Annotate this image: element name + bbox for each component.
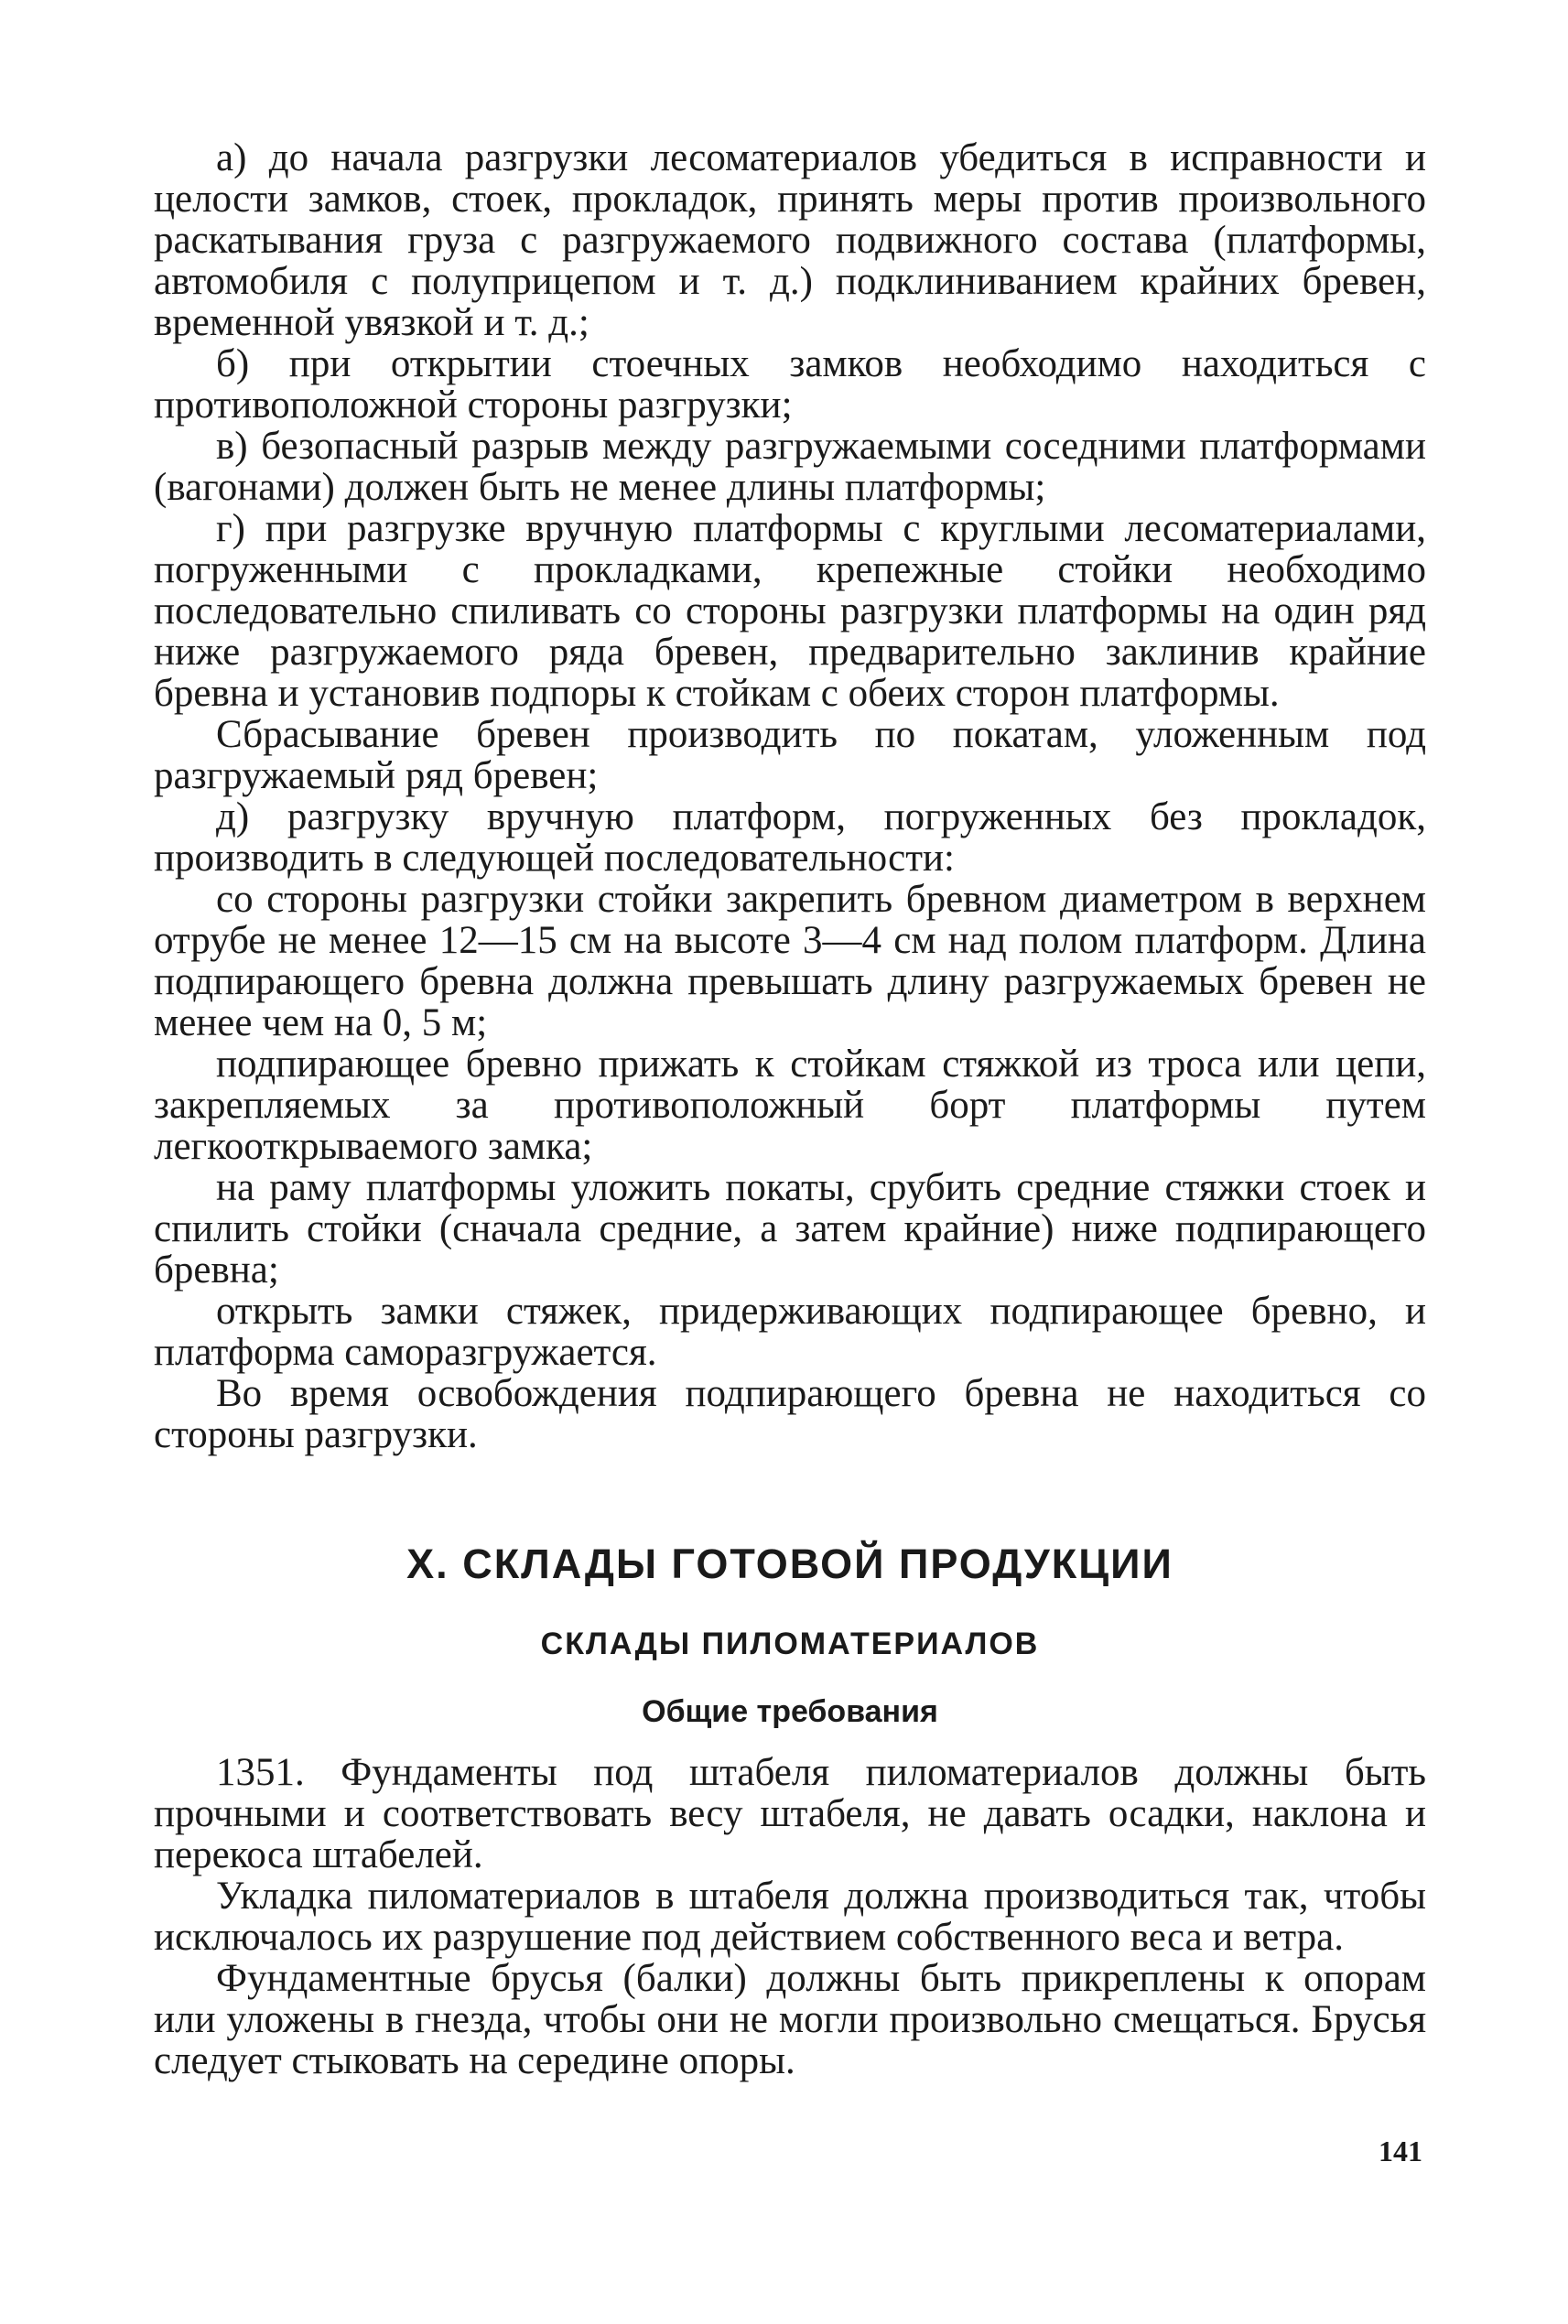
- page-number: 141: [1379, 2135, 1422, 2167]
- document-page: [154, 137, 1426, 2081]
- paragraph-item-a: а) до начала разгрузки лесоматериалов убедиться в исправности и целости замков, стоек, прокладок, принять меры против произвольного раскатывания груза с разгружаемого подвижного состава (платформы, автомобиля с полуприцепом и т. д.) подклиниванием крайних бревен, временной увязкой и т. д.;: [154, 136, 1426, 344]
- paragraph-log-dropping: Сбрасывание бревен производить по покатам, уложенным под разгружаемый ряд бревен;: [154, 713, 1426, 797]
- paragraph-item-b: б) при открытии стоечных замков необходимо находиться с противоположной стороны разгрузки;: [154, 342, 1426, 427]
- paragraph-item-g: г) при разгрузке вручную платформы с круглыми лесоматериалами, погруженными с прокладками, крепежные стойки необходимо последовательно спиливать со стороны разгрузки платформы на один ряд ниже разгружаемого ряда бревен, предварительно заклинив крайние бревна и установив подпоры к стойкам с обеих сторон платформы.: [154, 507, 1426, 715]
- paragraph-step-press-log: подпирающее бревно прижать к стойкам стяжкой из троса или цепи, закрепляемых за противоположный борт платформы путем легкооткрываемого замка;: [154, 1043, 1426, 1168]
- paragraph-step-lay-skids: на раму платформы уложить покаты, срубить средние стяжки стоек и спилить стойки (сначала средние, а затем крайние) ниже подпирающего бревна;: [154, 1166, 1426, 1292]
- paragraph-safety-note: Во время освобождения подпирающего бревна не находиться со стороны разгрузки.: [154, 1372, 1426, 1456]
- section-title: X. СКЛАДЫ ГОТОВОЙ ПРОДУКЦИИ: [406, 1540, 1173, 1587]
- paragraph-step-secure-stakes: со стороны разгрузки стойки закрепить бревном диаметром в верхнем отрубе не менее 12—15 см на высоте 3—4 см над полом платформ. Длина подпирающего бревна должна превышать длину разгружаемых бревен не менее чем на 0, 5 м;: [154, 878, 1426, 1044]
- paragraph-step-open-locks: открыть замки стяжек, придерживающих подпирающее бревно, и платформа саморазгружается.: [154, 1290, 1426, 1374]
- subsection-title: СКЛАДЫ ПИЛОМАТЕРИАЛОВ: [540, 1627, 1040, 1661]
- paragraph-foundation-beams: Фундаментные брусья (балки) должны быть прикреплены к опорам или уложены в гнезда, чтобы они не могли произвольно смещаться. Брусья следует стыковать на середине опоры.: [154, 1957, 1426, 2082]
- paragraph-stacking: Укладка пиломатериалов в штабеля должна производиться так, чтобы исключалось их разрушение под действием собственного веса и ветра.: [154, 1875, 1426, 1959]
- subheading: Общие требования: [642, 1694, 938, 1729]
- paragraph-item-d: д) разгрузку вручную платформ, погруженных без прокладок, производить в следующей последовательности:: [154, 795, 1426, 880]
- paragraph-1351: 1351. Фундаменты под штабеля пиломатериалов должны быть прочными и соответствовать весу штабеля, не давать осадки, наклона и перекоса штабелей.: [154, 1751, 1426, 1876]
- paragraph-item-v: в) безопасный разрыв между разгружаемыми соседними платформами (вагонами) должен быть не менее длины платформы;: [154, 425, 1426, 509]
